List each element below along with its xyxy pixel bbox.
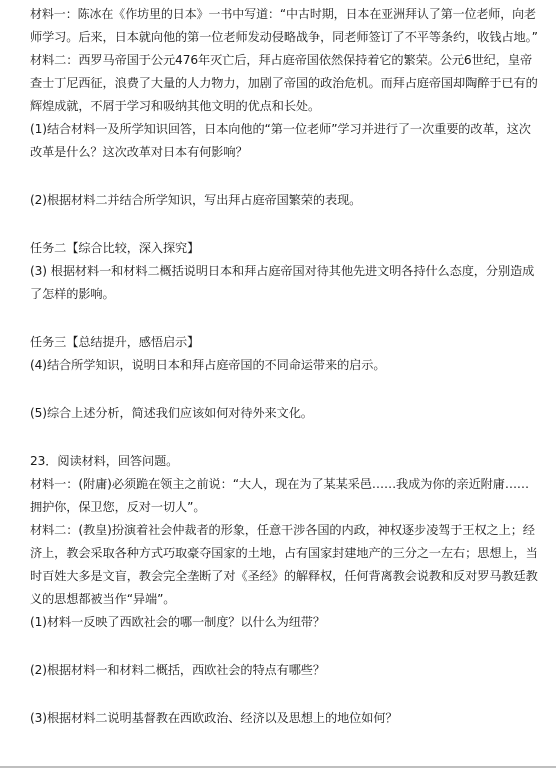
q23-material-1-line-1: 材料一：(附庸)必须跪在领主之前说：“大人，现在为了某某采邑……我成为你的亲近附庸…… xyxy=(30,477,530,491)
question-5: (5)综合上述分析，简述我们应该如何对待外来文化。 xyxy=(30,406,313,420)
question-4: (4)结合所学知识，说明日本和拜占庭帝国的不同命运带来的启示。 xyxy=(30,358,386,372)
q23-material-2-line-3: 时百姓大多是文盲，教会完全垄断了对《圣经》的解释权，任何背离教会说教和反对罗马教廷教 xyxy=(30,569,538,583)
task-3-heading: 任务三【总结提升，感悟启示】 xyxy=(30,335,200,349)
q23-material-1-line-2: 拥护你，保卫您，反对一切人”。 xyxy=(30,500,206,514)
material-2-line-1: 材料二：西罗马帝国于公元476年灭亡后，拜占庭帝国依然保持着它的繁荣。公元6世纪，皇帝 xyxy=(30,53,533,67)
question-2: (2)根据材料二并结合所学知识，写出拜占庭帝国繁荣的表现。 xyxy=(30,193,362,207)
q23-question-1: (1)材料一反映了西欧社会的哪一制度？以什么为纽带？ xyxy=(30,615,325,629)
q23-question-2: (2)根据材料一和材料二概括，西欧社会的特点有哪些？ xyxy=(30,663,325,677)
q23-material-2-line-1: 材料二：(教皇)扮演着社会仲裁者的形象，任意干涉各国的内政，神权逐步凌驾于王权之上；经 xyxy=(30,523,535,537)
material-1-line-1: 材料一：陈冰在《作坊里的日本》一书中写道：“中古时期，日本在亚洲拜认了第一位老师，向老 xyxy=(30,7,536,21)
material-2-line-2: 查士丁尼西征，浪费了大量的人力物力，加剧了帝国的政治危机。而拜占庭帝国却陶醉于已有的 xyxy=(30,76,538,90)
task-2-heading: 任务二【综合比较，深入探究】 xyxy=(30,241,200,255)
q23-material-2-line-4: 义的思想都被当作“异端”。 xyxy=(30,592,176,606)
question-3-line-1: (3) 根据材料一和材料二概括说明日本和拜占庭帝国对待其他先进文明各持什么态度，分别造成 xyxy=(30,264,535,278)
question-23-title: 23．阅读材料，回答问题。 xyxy=(30,454,179,468)
q23-question-3: (3)根据材料二说明基督教在西欧政治、经济以及思想上的地位如何？ xyxy=(30,711,398,725)
material-1-line-2: 师学习。后来，日本就向他的第一位老师发动侵略战争，同老师签订了不平等条约，收钱占地。” xyxy=(30,30,538,44)
question-3-line-2: 了怎样的影响。 xyxy=(30,287,115,301)
material-2-line-3: 辉煌成就，不屑于学习和吸纳其他文明的优点和长处。 xyxy=(30,99,321,113)
q23-material-2-line-2: 济上，教会采取各种方式巧取豪夺国家的土地，占有国家封建地产的三分之一左右；思想上，当 xyxy=(30,546,538,560)
question-1-line-1: (1)结合材料一及所学知识回答，日本向他的“第一位老师”学习并进行了一次重要的改革，这次 xyxy=(30,122,531,136)
question-1-line-2: 改革是什么？这次改革对日本有何影响？ xyxy=(30,145,248,159)
